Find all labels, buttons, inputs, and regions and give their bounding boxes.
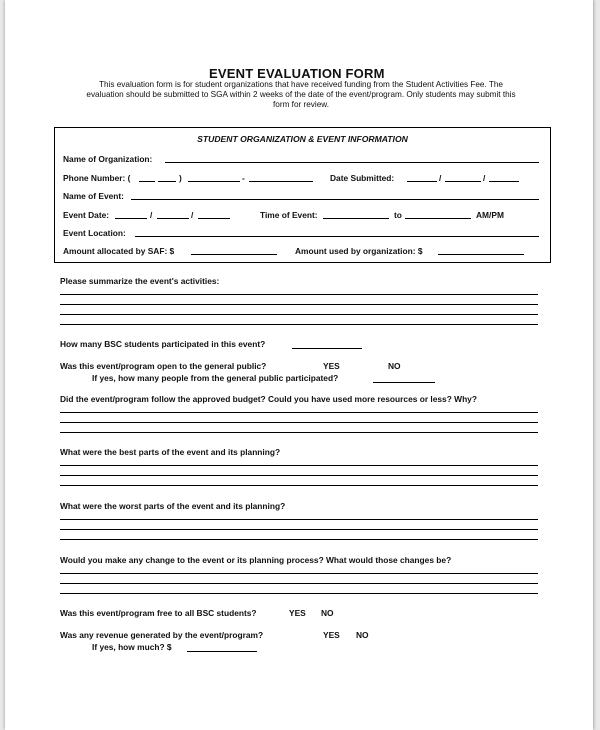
free-yes-option[interactable]: YES	[289, 608, 306, 618]
form-intro-line-1: This evaluation form is for student organizations that have received funding from the Student Activities Fee. The	[99, 80, 503, 89]
revenue-question: Was any revenue generated by the event/program?	[60, 630, 264, 640]
time-to-label: to	[394, 210, 402, 220]
changes-question: Would you make any change to the event or its planning process? What would those changes be?	[60, 555, 452, 565]
form-title: EVENT EVALUATION FORM	[209, 66, 385, 81]
date-submitted-slash-1: /	[439, 173, 442, 183]
amount-used-label: Amount used by organization: $	[295, 246, 423, 256]
best-parts-answer-line[interactable]	[60, 465, 538, 466]
changes-answer-line[interactable]	[60, 573, 538, 574]
bsc-students-answer-line[interactable]	[292, 348, 362, 349]
event-date-month-field[interactable]	[115, 211, 147, 219]
free-no-option[interactable]: NO	[321, 608, 334, 618]
free-question: Was this event/program free to all BSC students?	[60, 608, 257, 618]
event-date-slash-1: /	[150, 210, 153, 220]
best-parts-answer-line[interactable]	[60, 485, 538, 486]
date-submitted-day-field[interactable]	[445, 174, 481, 182]
open-public-no-option[interactable]: NO	[388, 361, 401, 371]
event-date-label: Event Date:	[63, 210, 110, 220]
changes-answer-line[interactable]	[60, 583, 538, 584]
open-public-question: Was this event/program open to the general public?	[60, 361, 267, 371]
event-location-label: Event Location:	[63, 228, 126, 238]
bsc-students-question: How many BSC students participated in this event?	[60, 339, 266, 349]
worst-parts-question: What were the worst parts of the event and its planning?	[60, 501, 286, 511]
amount-allocated-field[interactable]	[191, 247, 277, 255]
revenue-yes-option[interactable]: YES	[323, 630, 340, 640]
event-date-year-field[interactable]	[198, 211, 230, 219]
best-parts-question: What were the best parts of the event and its planning?	[60, 447, 281, 457]
budget-question: Did the event/program follow the approved budget? Could you have used more resources or less? Why?	[60, 394, 477, 404]
summarize-question: Please summarize the event's activities:	[60, 276, 220, 286]
phone-close-paren: )	[179, 173, 182, 183]
phone-area-code-field[interactable]	[139, 174, 155, 182]
revenue-amount-answer-line[interactable]	[187, 651, 257, 652]
time-end-field[interactable]	[405, 211, 471, 219]
budget-answer-line[interactable]	[60, 432, 538, 433]
event-location-field[interactable]	[135, 229, 539, 237]
amount-allocated-label: Amount allocated by SAF: $	[63, 246, 175, 256]
date-submitted-year-field[interactable]	[489, 174, 519, 182]
date-submitted-label: Date Submitted:	[330, 173, 395, 183]
summarize-answer-line[interactable]	[60, 314, 538, 315]
worst-parts-answer-line[interactable]	[60, 539, 538, 540]
time-of-event-label: Time of Event:	[260, 210, 318, 220]
best-parts-answer-line[interactable]	[60, 475, 538, 476]
name-of-event-field[interactable]	[131, 192, 539, 200]
public-count-answer-line[interactable]	[373, 382, 435, 383]
summarize-answer-line[interactable]	[60, 324, 538, 325]
phone-dash: -	[242, 173, 245, 183]
date-submitted-month-field[interactable]	[407, 174, 437, 182]
event-date-slash-2: /	[191, 210, 194, 220]
revenue-amount-question: If yes, how much? $	[92, 642, 172, 652]
date-submitted-slash-2: /	[483, 173, 486, 183]
name-of-event-label: Name of Event:	[63, 191, 124, 201]
worst-parts-answer-line[interactable]	[60, 519, 538, 520]
phone-number-label: Phone Number: (	[63, 173, 131, 183]
worst-parts-answer-line[interactable]	[60, 529, 538, 530]
info-box-heading: STUDENT ORGANIZATION & EVENT INFORMATION	[197, 134, 408, 144]
amount-used-field[interactable]	[438, 247, 524, 255]
form-page	[5, 0, 593, 730]
public-count-question: If yes, how many people from the general public participated?	[92, 373, 339, 383]
revenue-no-option[interactable]: NO	[356, 630, 369, 640]
budget-answer-line[interactable]	[60, 412, 538, 413]
event-date-day-field[interactable]	[157, 211, 189, 219]
ampm-label: AM/PM	[476, 210, 504, 220]
form-intro-line-3: form for review.	[273, 100, 329, 109]
open-public-yes-option[interactable]: YES	[323, 361, 340, 371]
changes-answer-line[interactable]	[60, 593, 538, 594]
phone-prefix-field[interactable]	[188, 174, 240, 182]
summarize-answer-line[interactable]	[60, 304, 538, 305]
phone-line-field[interactable]	[249, 174, 313, 182]
phone-area-code-field-2	[158, 174, 176, 182]
time-start-field[interactable]	[323, 211, 389, 219]
form-intro-line-2: evaluation should be submitted to SGA within 2 weeks of the date of the event/program. Only students may submit this	[86, 90, 516, 99]
summarize-answer-line[interactable]	[60, 294, 538, 295]
name-of-organization-label: Name of Organization:	[63, 154, 153, 164]
name-of-organization-field[interactable]	[165, 155, 539, 163]
budget-answer-line[interactable]	[60, 422, 538, 423]
organization-info-box	[54, 127, 551, 263]
